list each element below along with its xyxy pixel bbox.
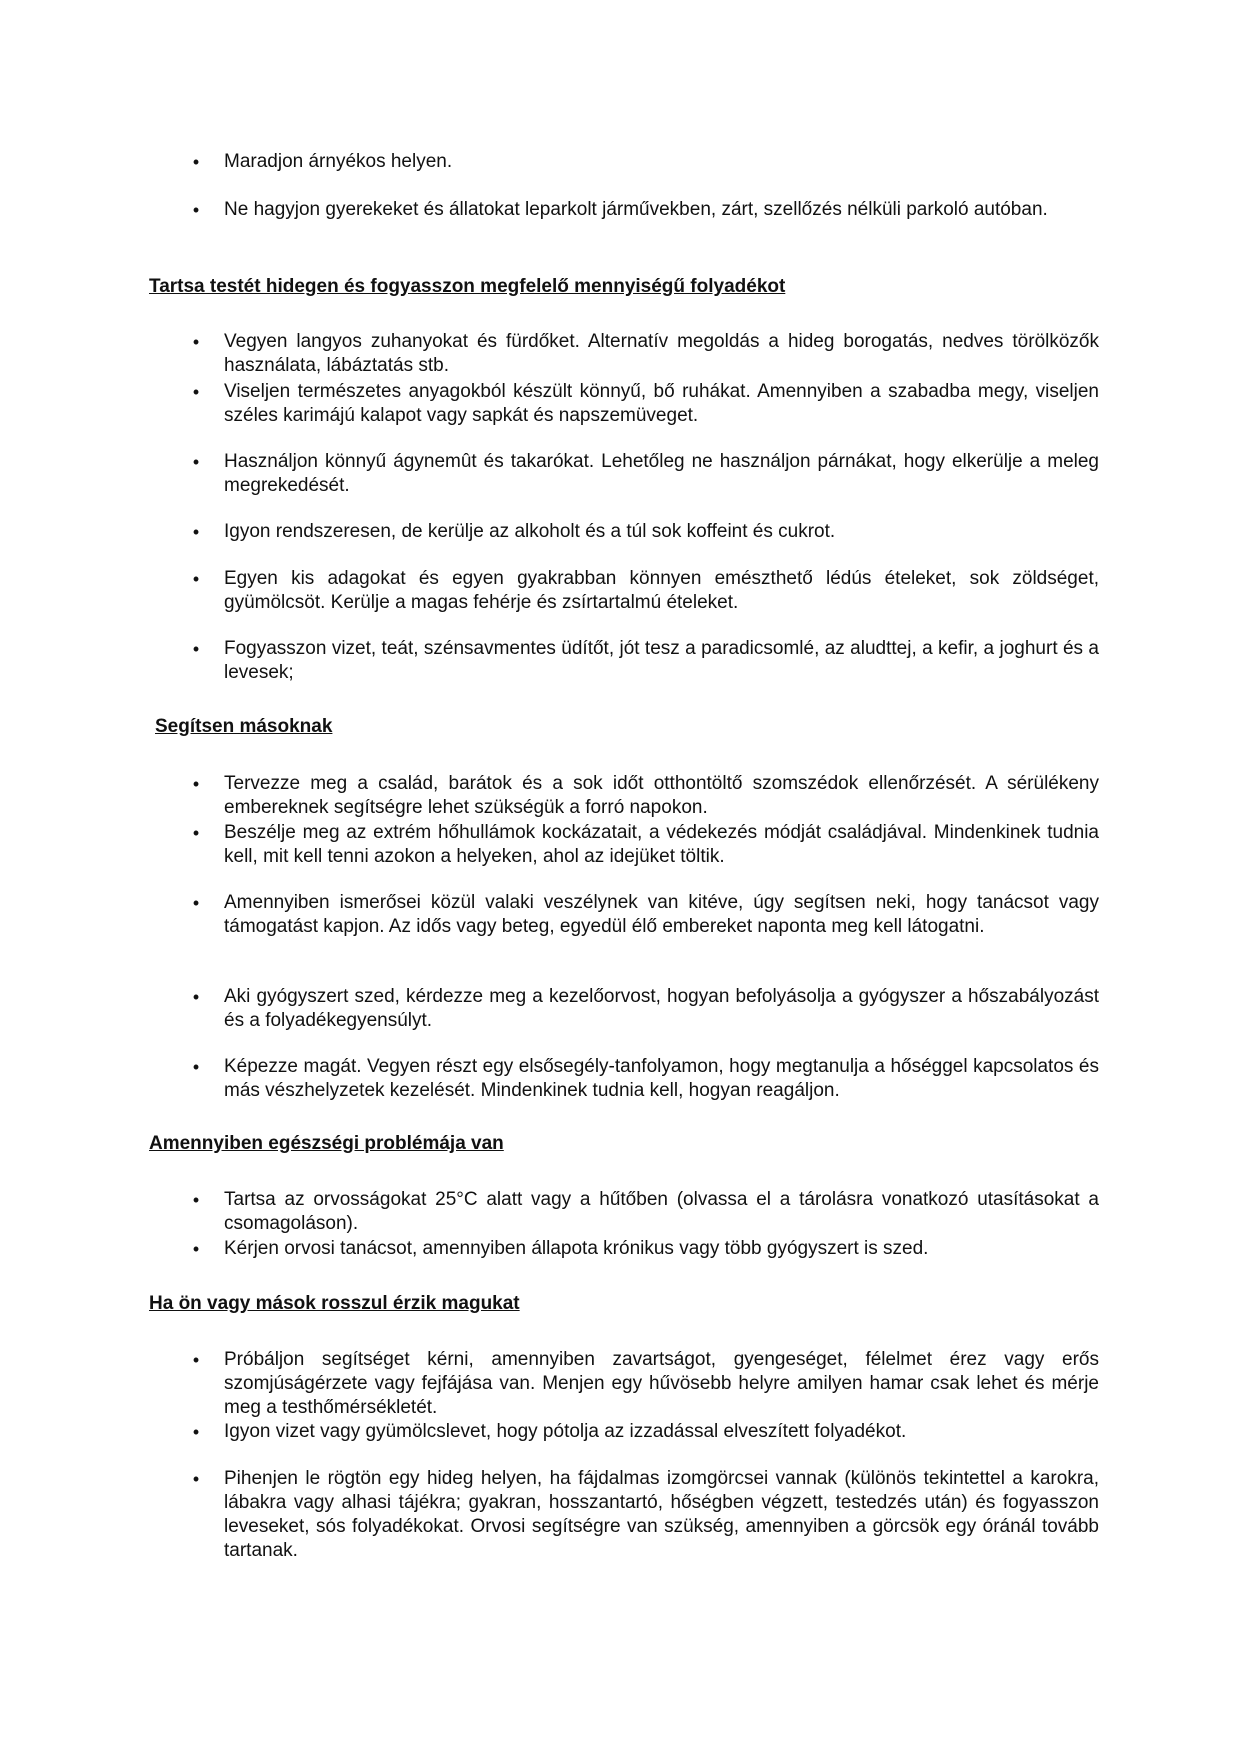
list-item-text: Egyen kis adagokat és egyen gyakrabban könnyen emészthető lédús ételeket, sok zöldséget, gyümölcsöt. Kerülje a magas fehérje és zsírtartalmú ételeket.: [224, 568, 1099, 613]
list-item-text: Képezze magát. Vegyen részt egy elsősegély-tanfolyamon, hogy megtanulja a hőséggel kapcsolatos és más vészhelyzetek kezelését. Mindenkinek tudnia kell, hogyan reagáljon.: [224, 1056, 1099, 1101]
bullet-icon: •: [192, 893, 200, 913]
list-item-text: Próbáljon segítséget kérni, amennyiben zavartságot, gyengeséget, félelmet érez vagy erős szomjúságérzete vagy fejfájása van. Menjen egy hűvösebb helyre amilyen hamar csak lehet és mérje meg a testhőmérsékletét.: [224, 1349, 1099, 1418]
bullet-icon: •: [192, 569, 200, 589]
bullet-icon: •: [192, 332, 200, 352]
list-item-text: Tartsa az orvosságokat 25°C alatt vagy a hűtőben (olvassa el a tárolásra vonatkozó utasításokat a csomagoláson).: [224, 1189, 1099, 1234]
bullet-icon: •: [192, 987, 200, 1007]
list-item-text: Viseljen természetes anyagokból készült könnyű, bő ruhákat. Amennyiben a szabadba megy, viseljen széles karimájú kalapot vagy sapkát és napszemüveget.: [224, 381, 1099, 426]
list-item-text: Kérjen orvosi tanácsot, amennyiben állapota krónikus vagy több gyógyszert is szed.: [224, 1238, 929, 1259]
bullet-icon: •: [192, 382, 200, 402]
bullet-icon: •: [192, 522, 200, 542]
section-heading: Amennyiben egészségi problémája van: [149, 1133, 504, 1154]
list-item-text: Tervezze meg a család, barátok és a sok időt otthontöltő szomszédok ellenőrzését. A sérülékeny embereknek segítségre lehet szükségük a forró napokon.: [224, 773, 1099, 818]
bullet-icon: •: [192, 774, 200, 794]
list-item-text: Igyon vizet vagy gyümölcslevet, hogy pótolja az izzadással elveszített folyadékot.: [224, 1421, 907, 1442]
list-item-text: Aki gyógyszert szed, kérdezze meg a kezelőorvost, hogyan befolyásolja a gyógyszer a hőszabályozást és a folyadékegyensúlyt.: [224, 986, 1099, 1031]
list-item-text: Vegyen langyos zuhanyokat és fürdőket. Alternatív megoldás a hideg borogatás, nedves törölközők használata, lábáztatás stb.: [224, 331, 1099, 376]
section-heading: Segítsen másoknak: [155, 716, 333, 737]
list-item-text: Fogyasszon vizet, teát, szénsavmentes üdítőt, jót tesz a paradicsomlé, az aludttej, a kefir, a joghurt és a levesek;: [224, 638, 1099, 683]
bullet-icon: •: [192, 200, 200, 220]
bullet-icon: •: [192, 1190, 200, 1210]
list-item-text: Maradjon árnyékos helyen.: [224, 151, 453, 172]
bullet-icon: •: [192, 823, 200, 843]
section-heading: Tartsa testét hidegen és fogyasszon megfelelő mennyiségű folyadékot: [149, 276, 786, 297]
list-item-text: Használjon könnyű ágynemût és takarókat. Lehetőleg ne használjon párnákat, hogy elkerülje a meleg megrekedését.: [224, 451, 1099, 496]
list-item-text: Igyon rendszeresen, de kerülje az alkoholt és a túl sok koffeint és cukrot.: [224, 521, 836, 542]
list-item-text: Ne hagyjon gyerekeket és állatokat leparkolt járművekben, zárt, szellőzés nélküli parkoló autóban.: [224, 199, 1048, 220]
bullet-icon: •: [192, 152, 200, 172]
bullet-icon: •: [192, 1350, 200, 1370]
bullet-icon: •: [192, 1469, 200, 1489]
bullet-icon: •: [192, 1057, 200, 1077]
list-item-text: Pihenjen le rögtön egy hideg helyen, ha fájdalmas izomgörcsei vannak (különös tekintettel a karokra, lábakra vagy alhasi tájékra; gyakran, hosszantartó, hőségben végzett, testedzés után) és fogyasszon leveseket, sós folyadékokat. Orvosi segítségre van szükség, amennyiben a görcsök egy óránál tovább tartanak.: [224, 1468, 1099, 1561]
list-item-text: Amennyiben ismerősei közül valaki veszélynek van kitéve, úgy segítsen neki, hogy tanácsot vagy támogatást kapjon. Az idős vagy beteg, egyedül élő embereket naponta meg kell látogatni.: [224, 892, 1099, 937]
bullet-icon: •: [192, 452, 200, 472]
list-item-text: Beszélje meg az extrém hőhullámok kockázatait, a védekezés módját családjával. Mindenkinek tudnia kell, mit kell tenni azokon a helyeken, ahol az idejüket töltik.: [224, 822, 1099, 867]
bullet-icon: •: [192, 1239, 200, 1259]
bullet-icon: •: [192, 1422, 200, 1442]
section-heading: Ha ön vagy mások rosszul érzik magukat: [149, 1293, 520, 1314]
bullet-icon: •: [192, 639, 200, 659]
